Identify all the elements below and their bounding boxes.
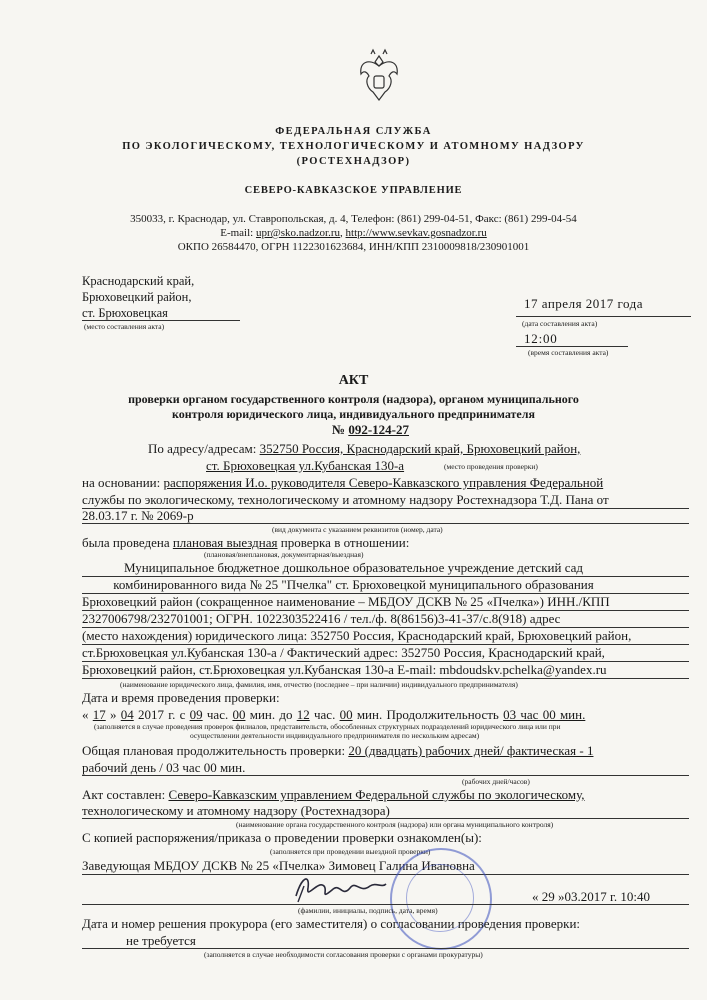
place-line2: Брюховецкий район, bbox=[82, 290, 192, 304]
department-name: СЕВЕРО-КАВКАЗСКОЕ УПРАВЛЕНИЕ bbox=[244, 185, 463, 196]
basis-line3: 28.03.17 г. № 2069-р bbox=[82, 508, 194, 523]
entity-line2: комбинированного вида № 25 "Пчелка" ст. Брюховецкой муниципального образования bbox=[113, 577, 594, 592]
inspection-address-line2 bbox=[206, 458, 404, 474]
prosecutor-underline bbox=[82, 948, 689, 949]
inspection-address-line1 bbox=[148, 441, 580, 457]
datetime-min-from: 00 bbox=[232, 707, 246, 722]
datetime-quote-open: « bbox=[82, 707, 89, 722]
entity-line1: Муниципальное бюджетное дошкольное образовательное учреждение детский сад bbox=[123, 560, 584, 575]
website-link[interactable]: http://www.sevkav.gosnadzor.ru bbox=[345, 227, 487, 239]
datetime-year-text: 2017 г. с bbox=[138, 707, 186, 722]
datetime-month: 04 bbox=[120, 707, 134, 722]
inspection-address-label: По адресу/адресам: bbox=[148, 441, 260, 456]
place-caption: (место составления акта) bbox=[84, 322, 165, 331]
act-date: 17 апреля 2017 года bbox=[524, 296, 644, 311]
datetime-hour-text: час. bbox=[206, 707, 229, 722]
signature-caption: (фамилии, инициалы, подпись, дата, время) bbox=[298, 906, 438, 915]
entity-caption: (наименование юридического лица, фамилия, имя, отчество (последнее – при наличии) индивидуального предпринимателя) bbox=[120, 680, 518, 689]
inspection-type-tail: проверка в отношении: bbox=[277, 535, 410, 550]
copy-date: « 29 »03.2017 г. 10:40 bbox=[532, 889, 650, 904]
place-line3: ст. Брюховецкая bbox=[82, 306, 168, 320]
signature-underline bbox=[82, 904, 689, 905]
place-line1: Краснодарский край, bbox=[82, 274, 195, 288]
compiled-value1: Северо-Кавказским управлением Федеральной службы по экологическому, bbox=[168, 787, 585, 802]
total-duration-line1 bbox=[82, 743, 593, 759]
total-duration-caption: (рабочих дней/часов) bbox=[462, 777, 530, 786]
datetime-label: Дата и время проведения проверки: bbox=[82, 690, 280, 705]
total-duration-label: Общая плановая продолжительность проверки: bbox=[82, 743, 349, 758]
basis-line2: службы по экологическому, технологическому и атомному надзору Ростехнадзора Т.Д. Пана от bbox=[82, 492, 609, 507]
prosecutor-label: Дата и номер решения прокурора (его заместителя) о согласовании проведения проверки: bbox=[82, 916, 581, 931]
datetime-caption2: осуществлении деятельности индивидуального предпринимателя по нескольким адресам) bbox=[190, 731, 480, 740]
compiled-underline bbox=[82, 818, 689, 819]
inspection-address-value1: 352750 Россия, Краснодарский край, Брюховецкий район, bbox=[259, 441, 581, 456]
total-duration-line2: рабочий день / 03 час 00 мин. bbox=[82, 760, 246, 775]
contacts-separator: , bbox=[340, 227, 346, 239]
copy-value: Заведующая МБДОУ ДСКВ № 25 «Пчелка» Зимовец Галина Ивановна bbox=[82, 858, 475, 873]
datetime-duration: 03 час 00 мин. bbox=[503, 707, 586, 722]
inspection-type-value: плановая выездная bbox=[172, 535, 278, 550]
signature-icon bbox=[290, 868, 390, 908]
datetime-day: 17 bbox=[92, 707, 106, 722]
header-codes: ОКПО 26584470, ОГРН 1122301623684, ИНН/КПП 2310009818/230901001 bbox=[177, 241, 530, 253]
inspection-type-label: была проведена bbox=[82, 535, 173, 550]
compiled-line1 bbox=[82, 787, 585, 803]
email-link[interactable]: upr@sko.nadzor.ru bbox=[255, 227, 341, 239]
emblem-icon bbox=[355, 48, 403, 104]
time-underline bbox=[516, 346, 628, 347]
agency-name-line2: ПО ЭКОЛОГИЧЕСКОМУ, ТЕХНОЛОГИЧЕСКОМУ И АТОМНОМУ НАДЗОРУ bbox=[122, 141, 585, 152]
total-duration-value1: 20 (двадцать) рабочих дней/ фактическая - 1 bbox=[348, 743, 594, 758]
act-number-value: 092-124-27 bbox=[348, 422, 409, 437]
inspection-address-caption: (место проведения проверки) bbox=[444, 462, 538, 471]
basis-value1: распоряжения И.о. руководителя Северо-Кавказского управления Федеральной bbox=[163, 475, 604, 490]
date-underline bbox=[516, 316, 691, 317]
basis-label: на основании: bbox=[82, 475, 164, 490]
header-contacts bbox=[0, 227, 707, 239]
compiled-label: Акт составлен: bbox=[82, 787, 169, 802]
stamp-seal-icon bbox=[390, 848, 492, 950]
datetime-duration-text: мин. Продолжительность bbox=[356, 707, 499, 722]
inspection-address-value2: ст. Брюховецкая ул.Кубанская 130-а bbox=[206, 458, 405, 473]
email-label: E-mail: bbox=[220, 227, 256, 239]
entity-line7: Брюховецкий район, ст.Брюховецкая ул.Кубанская 130-а E-mail: mbdoudskv.pchelka@yandex.ru bbox=[82, 662, 607, 677]
entity-line4: 2327006798/232701001; ОГРН. 1022303522416 / тел./ф. 8(86156)3-41-37/с.8(918) адрес bbox=[82, 611, 561, 626]
datetime-hour-text2: час. bbox=[313, 707, 336, 722]
act-number-prefix: № bbox=[332, 422, 349, 437]
time-caption: (время составления акта) bbox=[528, 348, 609, 357]
act-subtitle-line2: контроля юридического лица, индивидуального предпринимателя bbox=[172, 407, 535, 421]
entity-line5: (место нахождения) юридического лица: 352750 Россия, Краснодарский край, Брюховецкий район, bbox=[82, 628, 632, 643]
datetime-till-text: мин. до bbox=[249, 707, 293, 722]
entity-line7-underline bbox=[82, 678, 689, 679]
copy-caption: (заполняется при проведении выездной проверки) bbox=[270, 847, 431, 856]
date-caption: (дата составления акта) bbox=[522, 319, 598, 328]
entity-line3: Брюховецкий район (сокращенное наименование – МБДОУ ДСКВ № 25 «Пчелка») ИНН./КПП bbox=[82, 594, 610, 609]
prosecutor-caption: (заполняется в случае необходимости согласования проверки с органами прокуратуры) bbox=[204, 950, 483, 959]
basis-caption: (вид документа с указанием реквизитов (номер, дата) bbox=[272, 525, 443, 534]
act-title: АКТ bbox=[338, 373, 369, 388]
datetime-hour-from: 09 bbox=[189, 707, 203, 722]
inspection-type-line bbox=[82, 535, 409, 551]
datetime-line bbox=[82, 707, 585, 723]
prosecutor-value: не требуется bbox=[126, 933, 196, 948]
datetime-caption1: (заполняется в случае проведения проверок филиалов, представительств, обособленных структурных подразделений юридического лица или при bbox=[94, 722, 561, 731]
copy-label: С копией распоряжения/приказа о проведении проверки ознакомлен(ы): bbox=[82, 830, 482, 845]
compiled-line2: технологическому и атомному надзору (Ростехнадзора) bbox=[82, 803, 390, 818]
act-time: 12:00 bbox=[524, 331, 558, 346]
agency-name-line1: ФЕДЕРАЛЬНАЯ СЛУЖБА bbox=[275, 126, 432, 137]
basis-line1 bbox=[82, 475, 603, 491]
act-subtitle-line1: проверки органом государственного контроля (надзора), органом муниципального bbox=[128, 392, 579, 406]
act-number bbox=[332, 422, 409, 438]
place-underline bbox=[82, 320, 240, 321]
agency-abbrev: (РОСТЕХНАДЗОР) bbox=[296, 156, 411, 167]
basis-line3-underline bbox=[82, 523, 689, 524]
compiled-caption: (наименование органа государственного контроля (надзора) или органа муниципального контроля) bbox=[236, 820, 554, 829]
header-address: 350033, г. Краснодар, ул. Ставропольская, д. 4, Телефон: (861) 299-04-51, Факс: (861) 299-04-54 bbox=[130, 213, 577, 225]
total-duration-underline bbox=[82, 775, 689, 776]
entity-line6: ст.Брюховецкая ул.Кубанская 130-а / Фактический адрес: 352750 Россия, Краснодарский край, bbox=[82, 645, 605, 660]
datetime-quote-close: » bbox=[110, 707, 117, 722]
datetime-min-to: 00 bbox=[339, 707, 353, 722]
inspection-type-caption: (плановая/внеплановая, документарная/выездная) bbox=[204, 550, 364, 559]
datetime-hour-to: 12 bbox=[296, 707, 310, 722]
